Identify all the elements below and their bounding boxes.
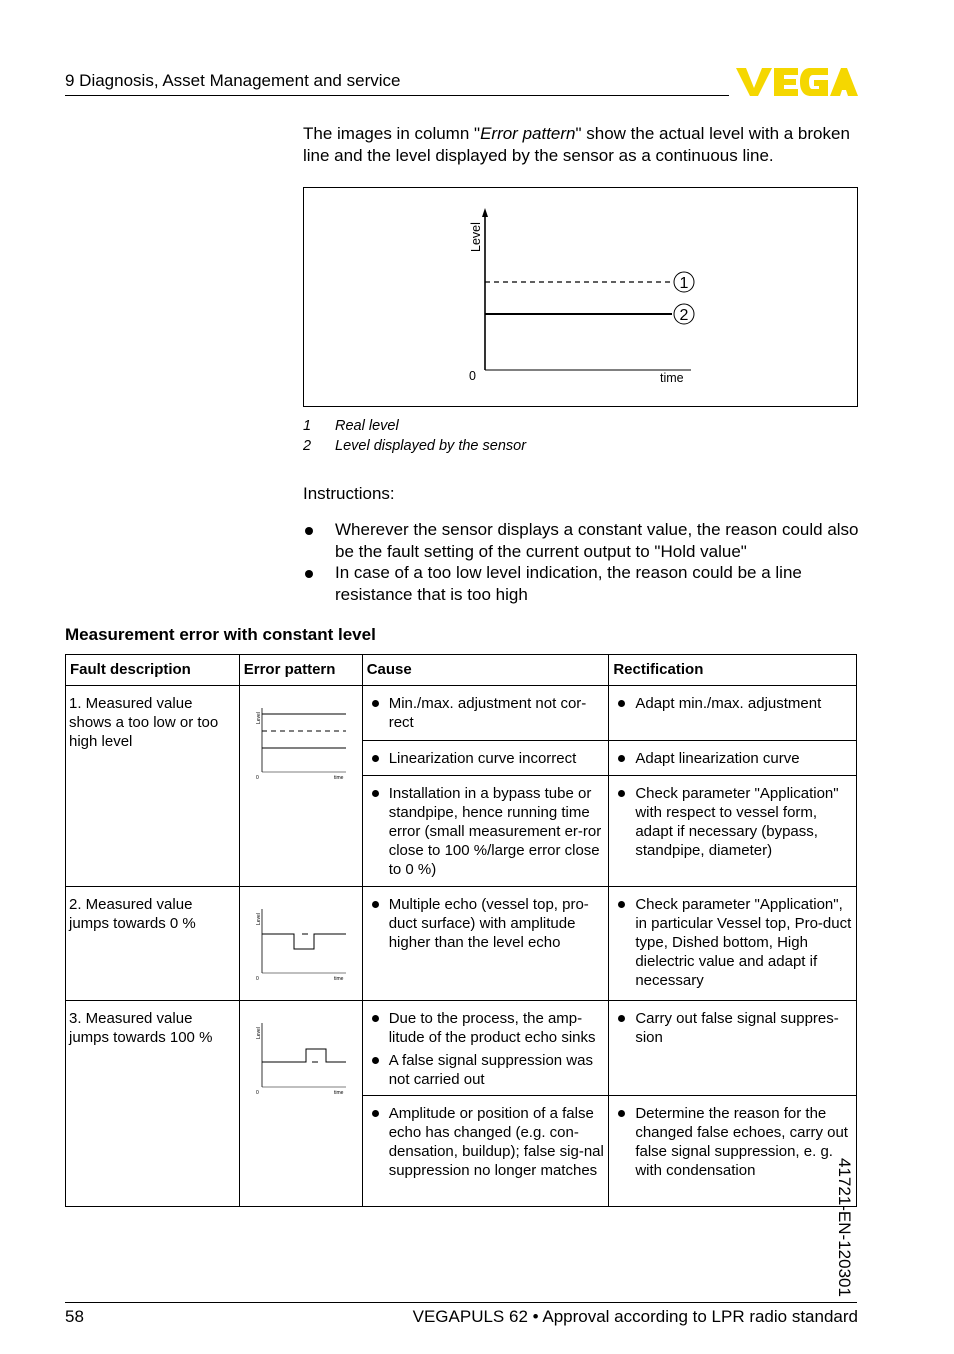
- instructions-list: [303, 519, 863, 605]
- error-pattern-cell: [239, 686, 362, 887]
- mini-displayed-level: [262, 1049, 346, 1062]
- x-axis-label: time: [660, 371, 684, 385]
- rectification-item: [613, 694, 852, 713]
- vega-logo: [734, 64, 858, 98]
- origin-label: 0: [469, 369, 476, 383]
- bullet-icon: [618, 790, 625, 797]
- rectification-item: [613, 1009, 852, 1047]
- instruction-item: [303, 519, 863, 562]
- bullet-icon: [372, 901, 379, 908]
- bullet-icon: [618, 755, 625, 762]
- instruction-item: [303, 562, 863, 605]
- instruction-text: Wherever the sensor displays a constant value, the reason could also be the fault setting of the current output to "Hold value": [335, 520, 859, 561]
- marker-1-label: 1: [679, 275, 689, 292]
- table-row: [66, 686, 857, 741]
- header-fault-description: Fault description: [66, 655, 240, 686]
- document-id: 41721-EN-120301: [835, 1158, 854, 1297]
- legend-number: 1: [303, 418, 312, 434]
- footer-rule: [65, 1302, 857, 1303]
- bullet-icon: [372, 1015, 379, 1022]
- cause-item: [367, 749, 605, 768]
- cause-text: Min./max. adjustment not cor-rect: [388, 695, 587, 731]
- bullet-icon: [305, 570, 313, 578]
- rectification-text: Check parameter "Application", in particular Vessel top, Pro-duct type, Dished bottom, High dielectric value and adapt if necessary: [635, 896, 852, 989]
- legend-text: Real level: [335, 418, 399, 434]
- error-pattern-chart-2: [255, 903, 350, 982]
- section-heading: Measurement error with constant level: [65, 625, 376, 644]
- bullet-icon: [618, 1110, 625, 1117]
- rectification-cell: [609, 1001, 857, 1096]
- instructions-label: Instructions:: [303, 484, 395, 503]
- cause-text: Installation in a bypass tube or standpipe, hence running time error (small measurement er-ror close to 100 %/large error close to 0 %): [388, 785, 602, 878]
- error-table: [65, 654, 857, 1207]
- table-row: [66, 887, 857, 1001]
- bullet-icon: [372, 1057, 379, 1064]
- cause-cell: [362, 686, 609, 741]
- cause-item: [367, 694, 605, 732]
- table-header-row: [66, 655, 857, 686]
- footer-title: VEGAPULS 62 • Approval according to LPR radio standard: [412, 1307, 858, 1326]
- mini-y-label: Level: [255, 1027, 262, 1039]
- y-axis-label: Level: [469, 222, 483, 252]
- header-rectification: Rectification: [609, 655, 857, 686]
- rectification-item: [613, 895, 852, 990]
- fault-description: 1. Measured value shows a too low or too high level: [66, 686, 240, 887]
- fault-description: 2. Measured value jumps towards 0 %: [66, 887, 240, 1001]
- marker-2-label: 2: [679, 307, 689, 324]
- mini-origin-label: 0: [255, 1090, 259, 1096]
- bullet-icon: [372, 755, 379, 762]
- cause-cell: [362, 776, 609, 887]
- rectification-text: Check parameter "Application" with respect to vessel form, adapt if necessary (bypass, standpipe, diameter): [635, 785, 839, 859]
- cause-cell: [362, 1001, 609, 1096]
- rectification-item: [613, 784, 852, 860]
- error-pattern-cell: [239, 887, 362, 1001]
- rectification-cell: [609, 1096, 857, 1207]
- mini-origin-label: 0: [255, 775, 259, 781]
- mini-displayed-level: [262, 934, 346, 949]
- cause-text: Amplitude or position of a false echo has changed (e.g. con-densation, buildup); false sig-nal suppression no longer matches: [388, 1105, 604, 1179]
- rectification-text: Adapt linearization curve: [635, 750, 800, 767]
- cause-text: Linearization curve incorrect: [388, 750, 577, 767]
- header-rule: [65, 95, 729, 96]
- rectification-cell: [609, 686, 857, 741]
- cause-item: [367, 895, 605, 952]
- error-pattern-chart-3: [255, 1017, 350, 1096]
- error-pattern-cell: [239, 1001, 362, 1207]
- bullet-icon: [372, 700, 379, 707]
- rectification-cell: [609, 776, 857, 887]
- cause-text: Due to the process, the amp-litude of the product echo sinks: [388, 1010, 596, 1046]
- error-pattern-chart-1: [255, 702, 350, 781]
- mini-y-label: Level: [255, 913, 262, 925]
- intro-paragraph: [303, 123, 863, 167]
- section-title: 9 Diagnosis, Asset Management and service: [65, 71, 401, 90]
- legend-number: 2: [303, 437, 312, 454]
- table-row: [66, 1001, 857, 1096]
- bullet-icon: [372, 1110, 379, 1117]
- rectification-item: [613, 1104, 852, 1180]
- level-chart: [304, 188, 857, 406]
- cause-cell: [362, 887, 609, 1001]
- rectification-text: Adapt min./max. adjustment: [635, 695, 822, 712]
- bullet-icon: [618, 901, 625, 908]
- rectification-cell: [609, 741, 857, 776]
- cause-item: [367, 1051, 605, 1089]
- rectification-text: Determine the reason for the changed false echoes, carry out false signal suppression, e. g. with condensation: [635, 1105, 848, 1179]
- cause-text: A false signal suppression was not carried out: [388, 1052, 593, 1088]
- fault-description: 3. Measured value jumps towards 100 %: [66, 1001, 240, 1207]
- mini-x-label: time: [333, 775, 344, 781]
- header-cause: Cause: [362, 655, 609, 686]
- bullet-icon: [618, 700, 625, 707]
- bullet-icon: [305, 527, 313, 535]
- rectification-item: [613, 749, 852, 768]
- page-number: 58: [65, 1307, 84, 1326]
- rectification-text: Carry out false signal suppres-sion: [635, 1010, 839, 1046]
- cause-item: [367, 1009, 605, 1047]
- cause-cell: [362, 1096, 609, 1207]
- mini-x-label: time: [333, 1090, 344, 1096]
- cause-text: Multiple echo (vessel top, pro-duct surface) with amplitude higher than the level echo: [388, 896, 589, 951]
- level-figure: [303, 187, 858, 407]
- cause-item: [367, 1104, 605, 1180]
- cause-cell: [362, 741, 609, 776]
- cause-item: [367, 784, 605, 879]
- intro-text-after: " show the actual level with a broken line and the level displayed by the sensor as a continuous line.: [303, 124, 850, 165]
- legend-text: Level displayed by the sensor: [335, 437, 527, 454]
- intro-text-before: The images in column ": [303, 124, 481, 143]
- rectification-cell: [609, 887, 857, 1001]
- intro-emphasis: Error pattern: [480, 124, 576, 143]
- bullet-icon: [372, 790, 379, 797]
- header-error-pattern: Error pattern: [239, 655, 362, 686]
- mini-y-label: Level: [255, 712, 262, 724]
- instruction-text: In case of a too low level indication, the reason could be a line resistance that is too high: [335, 563, 802, 604]
- y-axis-arrow: [482, 208, 488, 217]
- bullet-icon: [618, 1015, 625, 1022]
- mini-origin-label: 0: [255, 976, 259, 982]
- mini-x-label: time: [333, 976, 344, 982]
